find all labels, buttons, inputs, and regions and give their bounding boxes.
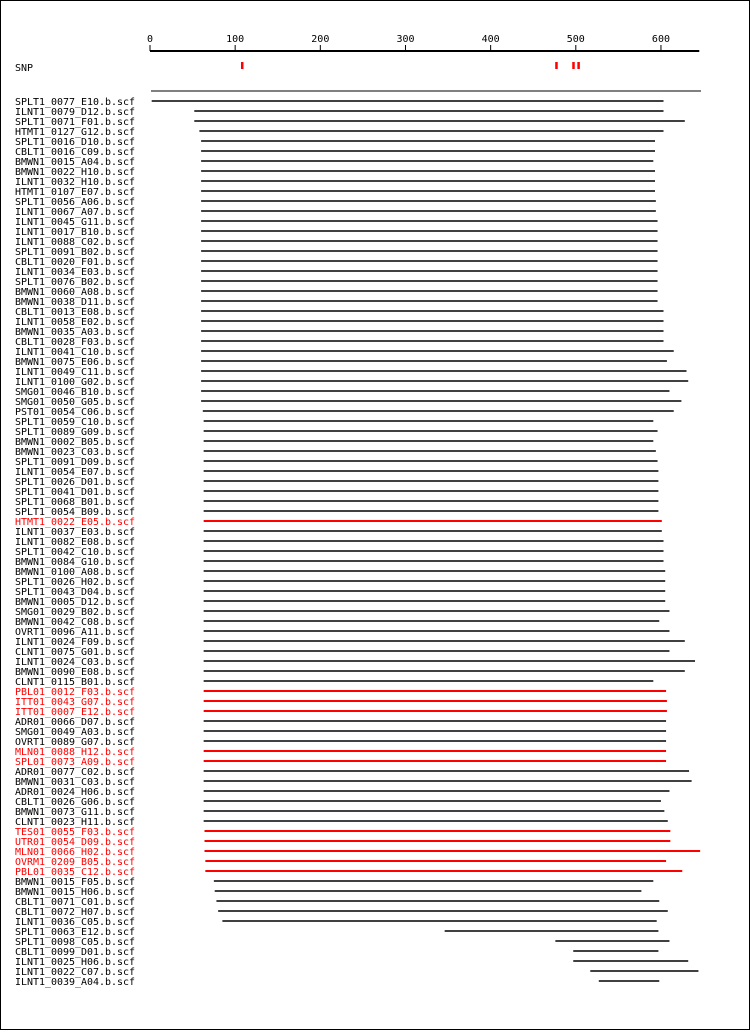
read-name: BMWN1_0023_C03.b.scf — [15, 447, 135, 458]
read-name: SMG01_0046_B10.b.scf — [15, 387, 135, 398]
read-name: CBLT1_0016_C09.b.scf — [15, 147, 135, 158]
read-name: ILNT1_0036_C05.b.scf — [15, 917, 135, 928]
position-axis — [147, 34, 699, 51]
read-name: SPLT1_0042_C10.b.scf — [15, 547, 135, 558]
read-name: ITT01_0043_G07.b.scf — [15, 697, 135, 708]
read-name: BMWN1_0031_C03.b.scf — [15, 777, 135, 788]
read-name: BMWN1_0015_A04.b.scf — [15, 157, 135, 168]
read-name: ILNT1_0067_A07.b.scf — [15, 207, 135, 218]
read-name: SMG01_0050_G05.b.scf — [15, 397, 135, 408]
read-name: CLNT1_0075_G01.b.scf — [15, 647, 135, 658]
read-name: SPLT1_0071_F01.b.scf — [15, 117, 135, 128]
read-name: ILNT1_0079_D12.b.scf — [15, 107, 135, 118]
read-name: OVRT1_0096_A11.b.scf — [15, 627, 135, 638]
read-name: CBLT1_0099_D01.b.scf — [15, 947, 135, 958]
read-name: ILNT1_0022_C07.b.scf — [15, 967, 135, 978]
read-name: MLN01_0066_H02.b.scf — [15, 847, 135, 858]
snp-track — [241, 62, 580, 69]
snp-marker — [577, 62, 580, 69]
read-name: PBL01_0035_C12.b.scf — [15, 867, 135, 878]
read-name: SPLT1_0026_H02.b.scf — [15, 577, 135, 588]
read-name: CBLT1_0028_F03.b.scf — [15, 337, 135, 348]
read-name: BMWN1_0022_H10.b.scf — [15, 167, 135, 178]
read-name: BMWN1_0075_E06.b.scf — [15, 357, 135, 368]
read-name: ILNT1_0032_H10.b.scf — [15, 177, 135, 188]
read-name: BMWN1_0060_A08.b.scf — [15, 287, 135, 298]
read-name: ILNT1_0054_E07.b.scf — [15, 467, 135, 478]
read-name: SPLT1_0056_A06.b.scf — [15, 197, 135, 208]
read-name: TES01_0055_F03.b.scf — [15, 827, 135, 838]
read-name: ILNT1_0058_E02.b.scf — [15, 317, 135, 328]
read-name: ILNT1_0039_A04.b.scf — [15, 977, 135, 988]
read-name: SPLT1_0089_G09.b.scf — [15, 427, 135, 438]
read-name: PBL01_0012_F03.b.scf — [15, 687, 135, 698]
read-name: OVRM1_0209_B05.b.scf — [15, 857, 135, 868]
read-name: SPLT1_0041_D01.b.scf — [15, 487, 135, 498]
read-name: ILNT1_0037_E03.b.scf — [15, 527, 135, 538]
read-name: SPLT1_0068_B01.b.scf — [15, 497, 135, 508]
read-name: HTMT1_0107_E07.b.scf — [15, 187, 135, 198]
read-name: CLNT1_0115_B01.b.scf — [15, 677, 135, 688]
read-name: ILNT1_0082_E08.b.scf — [15, 537, 135, 548]
read-name: ILNT1_0100_G02.b.scf — [15, 377, 135, 388]
read-name: ITT01_0007_E12.b.scf — [15, 707, 135, 718]
read-name: BMWN1_0015_F05.b.scf — [15, 877, 135, 888]
read-name: MLN01_0088_H12.b.scf — [15, 747, 135, 758]
read-name: ILNT1_0025_H06.b.scf — [15, 957, 135, 968]
read-name: CLNT1_0023_H11.b.scf — [15, 817, 135, 828]
read-name: SPLT1_0059_C10.b.scf — [15, 417, 135, 428]
axis-tick-label: 100 — [226, 34, 245, 45]
read-name: SMG01_0049_A03.b.scf — [15, 727, 135, 738]
read-name: ILNT1_0017_B10.b.scf — [15, 227, 135, 238]
read-name: ILNT1_0045_G11.b.scf — [15, 217, 135, 228]
read-name: ILNT1_0041_C10.b.scf — [15, 347, 135, 358]
read-row — [15, 977, 659, 988]
read-name: BMWN1_0035_A03.b.scf — [15, 327, 135, 338]
read-name: SPLT1_0026_D01.b.scf — [15, 477, 135, 488]
read-name: SPLT1_0098_C05.b.scf — [15, 937, 135, 948]
read-name: HTMT1_0127_G12.b.scf — [15, 127, 135, 138]
read-name: SPLT1_0077_E10.b.scf — [15, 97, 135, 108]
read-name: UTR01_0054_D09.b.scf — [15, 837, 135, 848]
read-name: SPLT1_0091_D09.b.scf — [15, 457, 135, 468]
axis-tick-label: 600 — [651, 34, 670, 45]
axis-tick-label: 0 — [146, 34, 154, 45]
read-name: SMG01_0029_B02.b.scf — [15, 607, 135, 618]
read-name: BMWN1_0100_A08.b.scf — [15, 567, 135, 578]
read-name: ILNT1_0088_C02.b.scf — [15, 237, 135, 248]
snp-track-label: SNP — [15, 63, 34, 74]
read-name: SPLT1_0091_B02.b.scf — [15, 247, 135, 258]
read-name: BMWN1_0090_E08.b.scf — [15, 667, 135, 678]
read-name: BMWN1_0042_C08.b.scf — [15, 617, 135, 628]
read-name: CBLT1_0071_C01.b.scf — [15, 897, 135, 908]
read-name: BMWN1_0002_B05.b.scf — [15, 437, 135, 448]
read-name: BMWN1_0073_G11.b.scf — [15, 807, 135, 818]
snp-marker — [572, 62, 575, 69]
read-name: OVRT1_0089_G07.b.scf — [15, 737, 135, 748]
read-name: SPLT1_0063_E12.b.scf — [15, 927, 135, 938]
read-name: SPLT1_0043_D04.b.scf — [15, 587, 135, 598]
read-name: BMWN1_0005_D12.b.scf — [15, 597, 135, 608]
read-name: BMWN1_0084_G10.b.scf — [15, 557, 135, 568]
read-name: HTMT1_0022_E05.b.scf — [15, 517, 135, 528]
axis-tick-label: 300 — [396, 34, 415, 45]
read-name: ILNT1_0024_C03.b.scf — [15, 657, 135, 668]
read-name: SPLT1_0016_D10.b.scf — [15, 137, 135, 148]
read-name: BMWN1_0038_D11.b.scf — [15, 297, 135, 308]
read-name: CBLT1_0026_G06.b.scf — [15, 797, 135, 808]
read-name: ADR01_0077_C02.b.scf — [15, 767, 135, 778]
read-name: SPLT1_0054_B09.b.scf — [15, 507, 135, 518]
read-name: BMWN1_0015_H06.b.scf — [15, 887, 135, 898]
snp-marker — [241, 62, 244, 69]
axis-tick-label: 500 — [566, 34, 585, 45]
read-name: CBLT1_0072_H07.b.scf — [15, 907, 135, 918]
read-name: ILNT1_0049_C11.b.scf — [15, 367, 135, 378]
read-name: ADR01_0066_D07.b.scf — [15, 717, 135, 728]
read-name: SPLT1_0076_B02.b.scf — [15, 277, 135, 288]
axis-tick-label: 400 — [481, 34, 500, 45]
snp-marker — [555, 62, 558, 69]
read-alignment-diagram — [1, 1, 749, 1029]
read-name: CBLT1_0020_F01.b.scf — [15, 257, 135, 268]
read-name: ILNT1_0034_E03.b.scf — [15, 267, 135, 278]
read-name: ILNT1_0024_F09.b.scf — [15, 637, 135, 648]
read-list — [15, 97, 700, 988]
read-name: ADR01_0024_H06.b.scf — [15, 787, 135, 798]
read-name: SPL01_0073_A09.b.scf — [15, 757, 135, 768]
axis-tick-label: 200 — [311, 34, 330, 45]
read-name: CBLT1_0013_E08.b.scf — [15, 307, 135, 318]
read-name: PST01_0054_C06.b.scf — [15, 407, 135, 418]
